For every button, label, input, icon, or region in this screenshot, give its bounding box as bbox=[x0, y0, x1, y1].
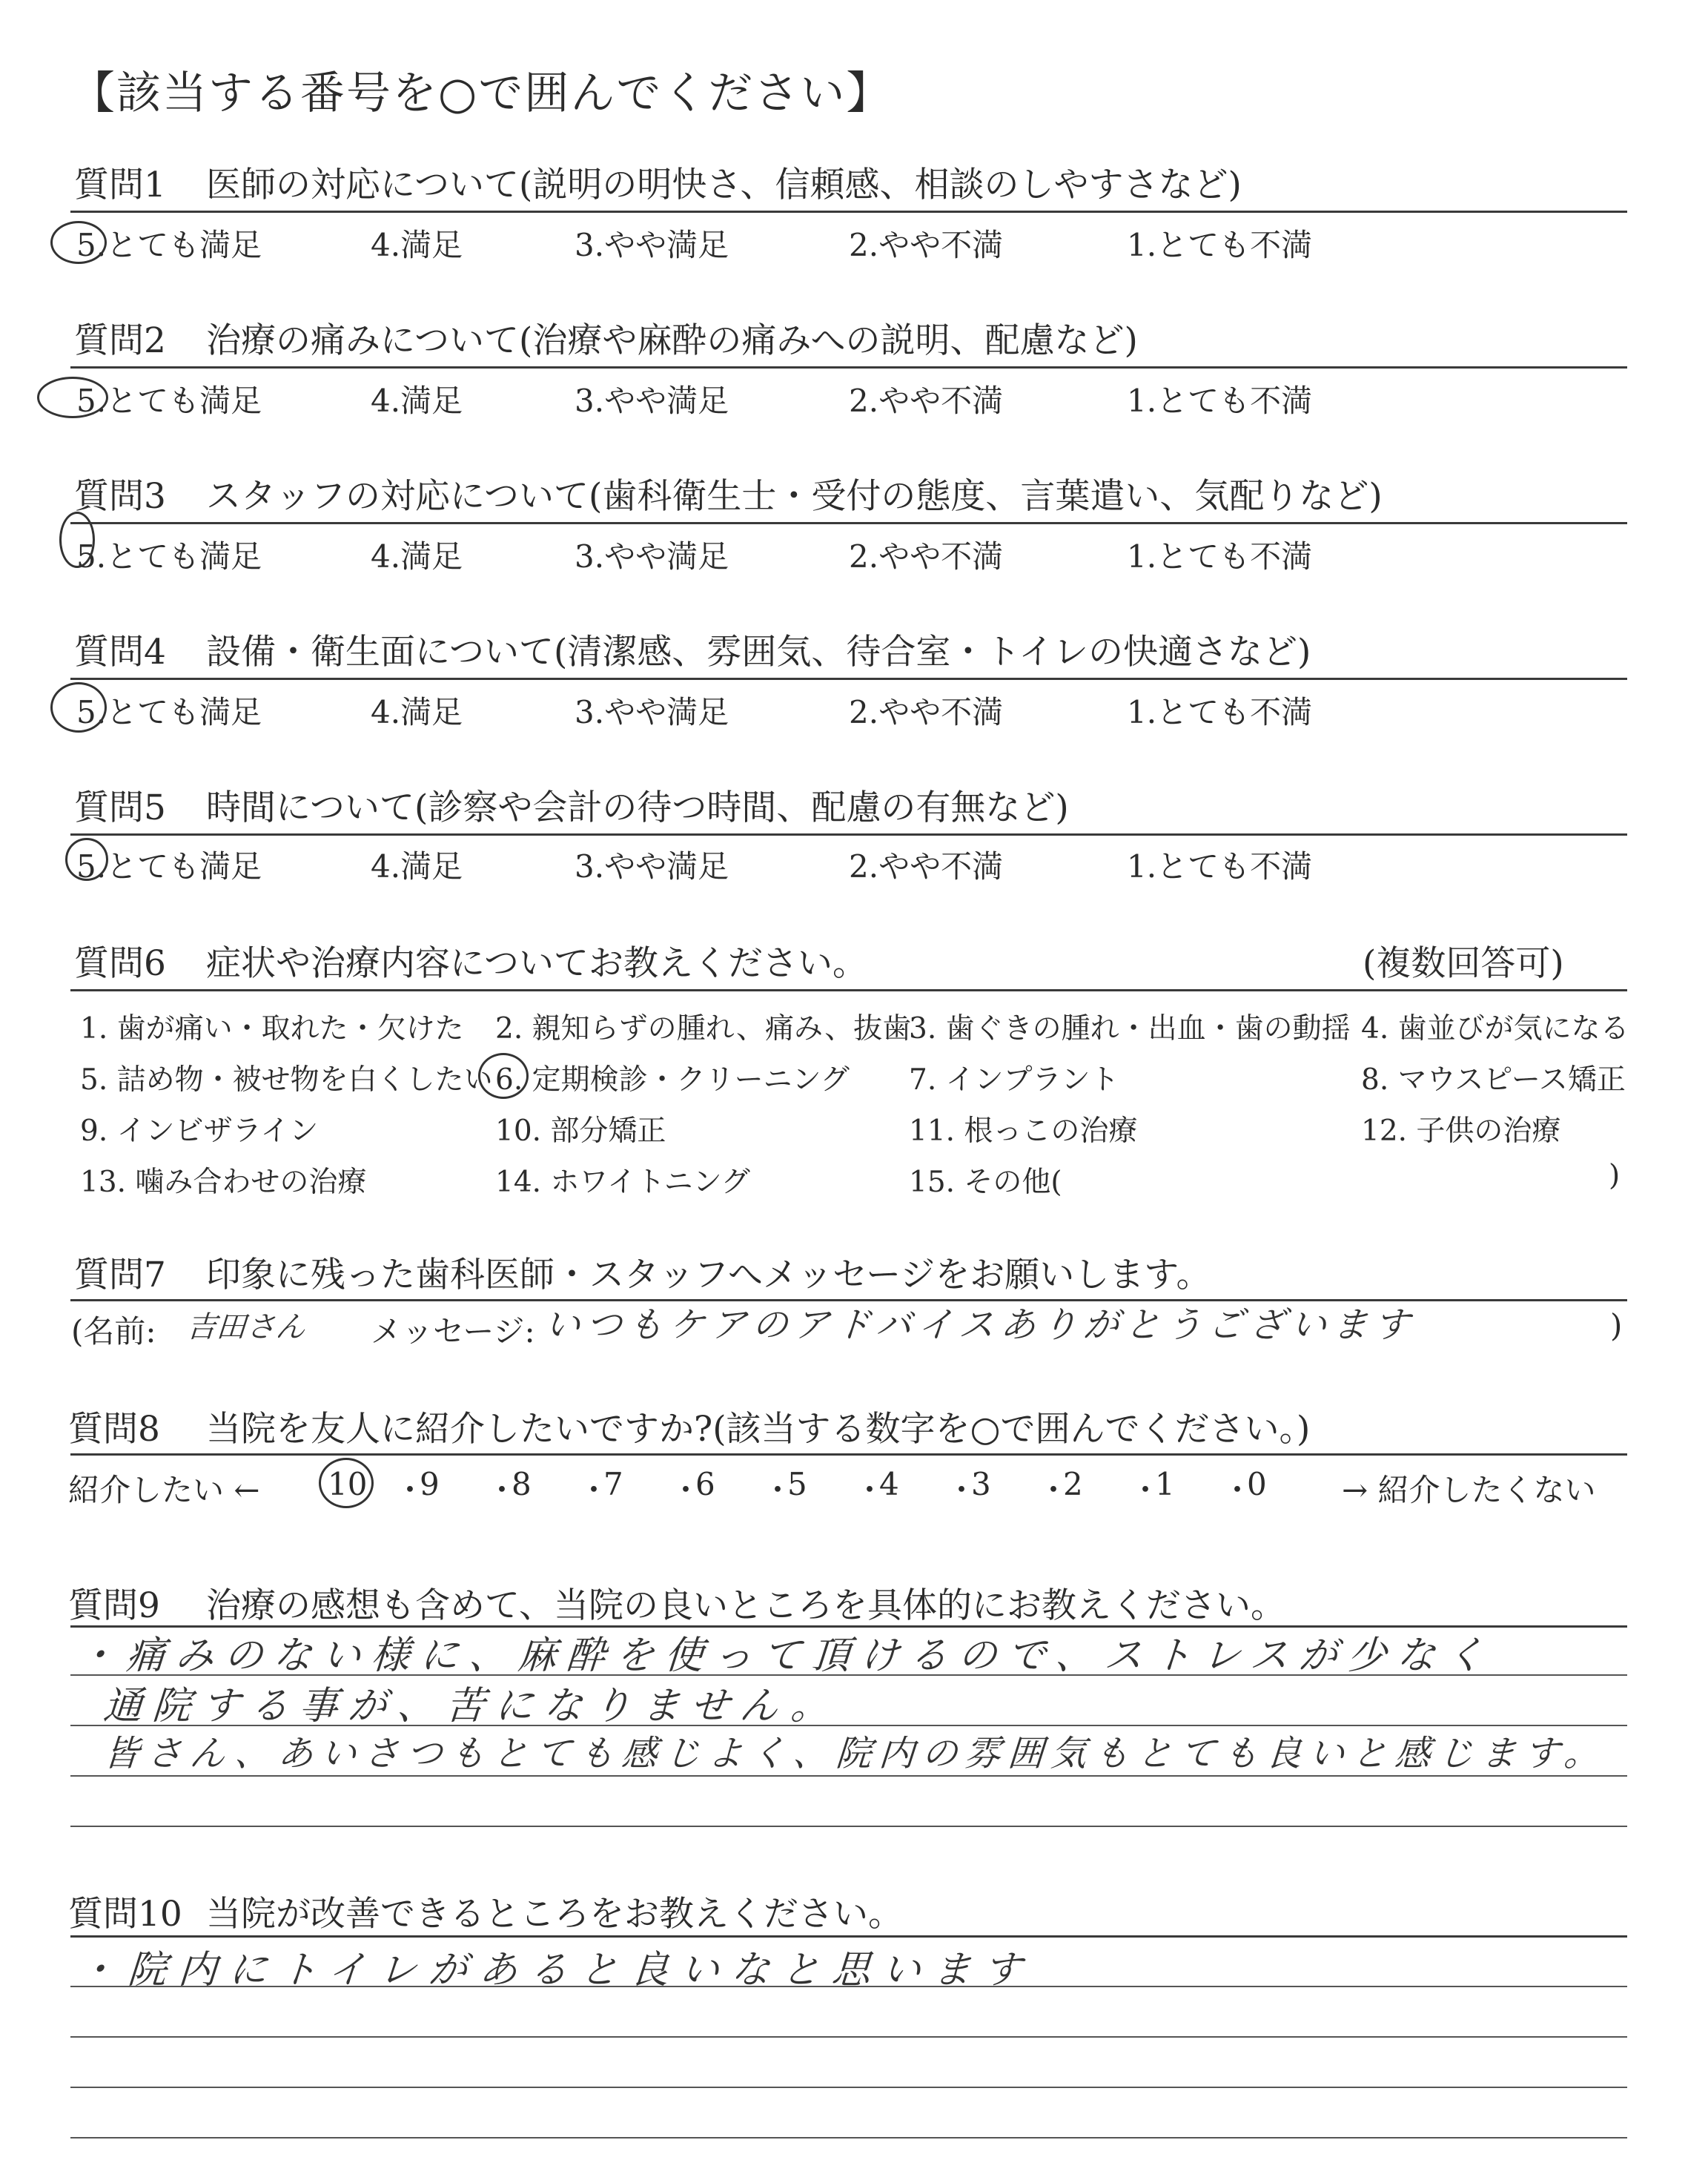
q5-option-5[interactable]: 5.とても満足 bbox=[76, 848, 262, 885]
q8-question: 当院を友人に紹介したいですか?(該当する数字を○で囲んでください。) bbox=[206, 1409, 1311, 1450]
q8-scale-3[interactable]: 3 bbox=[971, 1466, 991, 1502]
q9-label: 質問9 bbox=[68, 1585, 160, 1626]
q8-label: 質問8 bbox=[68, 1409, 160, 1450]
q9-rule-4 bbox=[70, 1826, 1627, 1827]
q6-note: (複数回答可) bbox=[1363, 943, 1564, 984]
q8-scale-2[interactable]: 2 bbox=[1063, 1466, 1083, 1502]
q5-option-4[interactable]: 4.満足 bbox=[371, 848, 463, 885]
q8-scale-separator: ・ bbox=[1222, 1472, 1254, 1508]
q8-rule bbox=[70, 1453, 1627, 1456]
q4-label: 質問4 bbox=[74, 632, 166, 673]
q8-scale-separator: ・ bbox=[578, 1472, 610, 1508]
q5-option-2[interactable]: 2.やや不満 bbox=[849, 848, 1004, 885]
q3-option-4[interactable]: 4.満足 bbox=[371, 538, 463, 575]
q8-scale-separator: ・ bbox=[854, 1472, 886, 1508]
q7-message-value[interactable]: いつもケアのアドバイスありがとうございます bbox=[543, 1304, 1417, 1346]
q1-label: 質問1 bbox=[74, 165, 166, 205]
q5-option-1[interactable]: 1.とても不満 bbox=[1127, 848, 1313, 885]
q1-option-5[interactable]: 5.とても満足 bbox=[76, 227, 262, 263]
q9-question: 治療の感想も含めて、当院の良いところを具体的にお教えください。 bbox=[206, 1585, 1286, 1626]
q6-option-4[interactable]: 4. 歯並びが気になる bbox=[1361, 1012, 1629, 1046]
q8-scale-separator: ・ bbox=[486, 1472, 518, 1508]
q9-answer-line-3[interactable]: 皆さん、あいさつもとても感じよく、院内の雰囲気もとても良いと感じます。 bbox=[102, 1733, 1609, 1774]
q6-option-3[interactable]: 3. 歯ぐきの腫れ・出血・歯の動揺 bbox=[909, 1012, 1351, 1046]
q2-option-5[interactable]: 5.とても満足 bbox=[76, 383, 262, 419]
q6-label: 質問6 bbox=[74, 943, 166, 984]
q2-label: 質問2 bbox=[74, 320, 166, 361]
q6-option-8[interactable]: 8. マウスピース矯正 bbox=[1361, 1063, 1626, 1097]
q6-option-11[interactable]: 11. 根っこの治療 bbox=[909, 1114, 1138, 1148]
q7-label: 質問7 bbox=[74, 1255, 166, 1295]
q8-scale-7[interactable]: 7 bbox=[603, 1466, 623, 1502]
q6-question: 症状や治療内容についてお教えください。 bbox=[206, 943, 868, 984]
q8-scale-10[interactable]: 10 bbox=[328, 1466, 368, 1502]
q6-option-12[interactable]: 12. 子供の治療 bbox=[1361, 1114, 1561, 1148]
q2-question: 治療の痛みについて(治療や麻酔の痛みへの説明、配慮など) bbox=[206, 320, 1138, 361]
q6-option-2[interactable]: 2. 親知らずの腫れ、痛み、抜歯 bbox=[495, 1012, 912, 1046]
q3-question: スタッフの対応について(歯科衛生士・受付の態度、言葉遣い、気配りなど) bbox=[206, 476, 1383, 517]
q6-option-5[interactable]: 5. 詰め物・被せ物を白くしたい bbox=[80, 1063, 493, 1097]
q5-question: 時間について(診察や会計の待つ時間、配慮の有無など) bbox=[206, 787, 1069, 828]
q1-rule bbox=[70, 211, 1627, 213]
q4-option-2[interactable]: 2.やや不満 bbox=[849, 694, 1004, 730]
q6-option-1[interactable]: 1. 歯が痛い・取れた・欠けた bbox=[80, 1012, 464, 1046]
q1-question: 医師の対応について(説明の明快さ、信頼感、相談のしやすさなど) bbox=[206, 165, 1242, 205]
q4-option-1[interactable]: 1.とても不満 bbox=[1127, 694, 1313, 730]
q8-right-label: → 紹介したくない bbox=[1342, 1472, 1596, 1508]
form-title: 【該当する番号を○で囲んでください】 bbox=[70, 67, 893, 119]
q8-scale-4[interactable]: 4 bbox=[879, 1466, 899, 1502]
q8-scale-separator: ・ bbox=[762, 1472, 794, 1508]
q4-option-3[interactable]: 3.やや満足 bbox=[575, 694, 729, 730]
q6-option-14[interactable]: 14. ホワイトニング bbox=[495, 1166, 750, 1199]
q7-close: ) bbox=[1610, 1307, 1623, 1344]
q8-left-label: 紹介したい ← bbox=[68, 1472, 260, 1508]
q6-other-close: ) bbox=[1609, 1159, 1621, 1192]
q10-answer-line-1[interactable]: ・院内にトイレがあると良いなと思います bbox=[76, 1948, 1036, 1992]
q5-rule bbox=[70, 833, 1627, 836]
q3-option-1[interactable]: 1.とても不満 bbox=[1127, 538, 1313, 575]
q8-scale-separator: ・ bbox=[670, 1472, 702, 1508]
q6-option-15[interactable]: 15. その他( bbox=[909, 1166, 1062, 1199]
q8-scale-9[interactable]: 9 bbox=[420, 1466, 440, 1502]
q2-answer-circle bbox=[37, 377, 108, 418]
q1-option-3[interactable]: 3.やや満足 bbox=[575, 227, 729, 263]
q10-rule-3 bbox=[70, 2087, 1627, 2088]
q8-answer-circle bbox=[319, 1458, 374, 1508]
q3-rule bbox=[70, 522, 1627, 524]
q4-question: 設備・衛生面について(清潔感、雰囲気、待合室・トイレの快適さなど) bbox=[206, 632, 1311, 673]
q6-option-10[interactable]: 10. 部分矯正 bbox=[495, 1114, 666, 1148]
q2-option-1[interactable]: 1.とても不満 bbox=[1127, 383, 1313, 419]
q9-answer-line-2[interactable]: 通院する事が、苦になりません。 bbox=[102, 1684, 841, 1728]
q8-scale-separator: ・ bbox=[1038, 1472, 1070, 1508]
q3-option-2[interactable]: 2.やや不満 bbox=[849, 538, 1004, 575]
q10-rule-0 bbox=[70, 1935, 1627, 1938]
q2-rule bbox=[70, 366, 1627, 369]
q10-rule-2 bbox=[70, 2036, 1627, 2038]
q10-rule-4 bbox=[70, 2137, 1627, 2138]
q8-scale-0[interactable]: 0 bbox=[1247, 1466, 1267, 1502]
q10-question: 当院が改善できるところをお教えください。 bbox=[206, 1894, 903, 1935]
q6-option-6[interactable]: 6. 定期検診・クリーニング bbox=[495, 1063, 850, 1097]
q5-option-3[interactable]: 3.やや満足 bbox=[575, 848, 729, 885]
q3-answer-circle bbox=[59, 512, 95, 568]
q6-option-9[interactable]: 9. インビザライン bbox=[80, 1114, 319, 1148]
q8-scale-separator: ・ bbox=[394, 1472, 426, 1508]
q8-scale-1[interactable]: 1 bbox=[1155, 1466, 1175, 1502]
q1-answer-circle bbox=[50, 221, 107, 264]
q2-option-4[interactable]: 4.満足 bbox=[371, 383, 463, 419]
q3-label: 質問3 bbox=[74, 476, 166, 517]
q6-answer-circle bbox=[478, 1053, 529, 1099]
q7-message-label: メッセージ: bbox=[371, 1313, 535, 1350]
q7-name-label: (名前: bbox=[71, 1313, 156, 1350]
q3-option-5[interactable]: 5.とても満足 bbox=[76, 538, 262, 575]
q9-answer-line-1[interactable]: ・痛みのない様に、麻酔を使って頂けるので、ストレスが少なく bbox=[76, 1634, 1497, 1678]
q8-scale-8[interactable]: 8 bbox=[512, 1466, 532, 1502]
q2-option-3[interactable]: 3.やや満足 bbox=[575, 383, 729, 419]
q6-option-13[interactable]: 13. 噛み合わせの治療 bbox=[80, 1166, 367, 1199]
q4-rule bbox=[70, 678, 1627, 680]
q7-name-value[interactable]: 吉田さん bbox=[185, 1310, 307, 1344]
q6-option-7[interactable]: 7. インプラント bbox=[909, 1063, 1119, 1097]
q6-rule bbox=[70, 989, 1627, 991]
q3-option-3[interactable]: 3.やや満足 bbox=[575, 538, 729, 575]
q8-scale-separator: ・ bbox=[946, 1472, 978, 1508]
q10-label: 質問10 bbox=[68, 1894, 182, 1935]
q4-option-5[interactable]: 5.とても満足 bbox=[76, 694, 262, 730]
q8-scale-separator: ・ bbox=[1130, 1472, 1162, 1508]
q7-question: 印象に残った歯科医師・スタッフへメッセージをお願いします。 bbox=[206, 1255, 1211, 1295]
q2-option-2[interactable]: 2.やや不満 bbox=[849, 383, 1004, 419]
q5-answer-circle bbox=[65, 838, 108, 881]
q1-option-4[interactable]: 4.満足 bbox=[371, 227, 463, 263]
q1-option-2[interactable]: 2.やや不満 bbox=[849, 227, 1004, 263]
q4-answer-circle bbox=[50, 682, 107, 733]
q8-scale-6[interactable]: 6 bbox=[695, 1466, 715, 1502]
q5-label: 質問5 bbox=[74, 787, 166, 828]
q8-scale-5[interactable]: 5 bbox=[787, 1466, 807, 1502]
q1-option-1[interactable]: 1.とても不満 bbox=[1127, 227, 1313, 263]
q4-option-4[interactable]: 4.満足 bbox=[371, 694, 463, 730]
